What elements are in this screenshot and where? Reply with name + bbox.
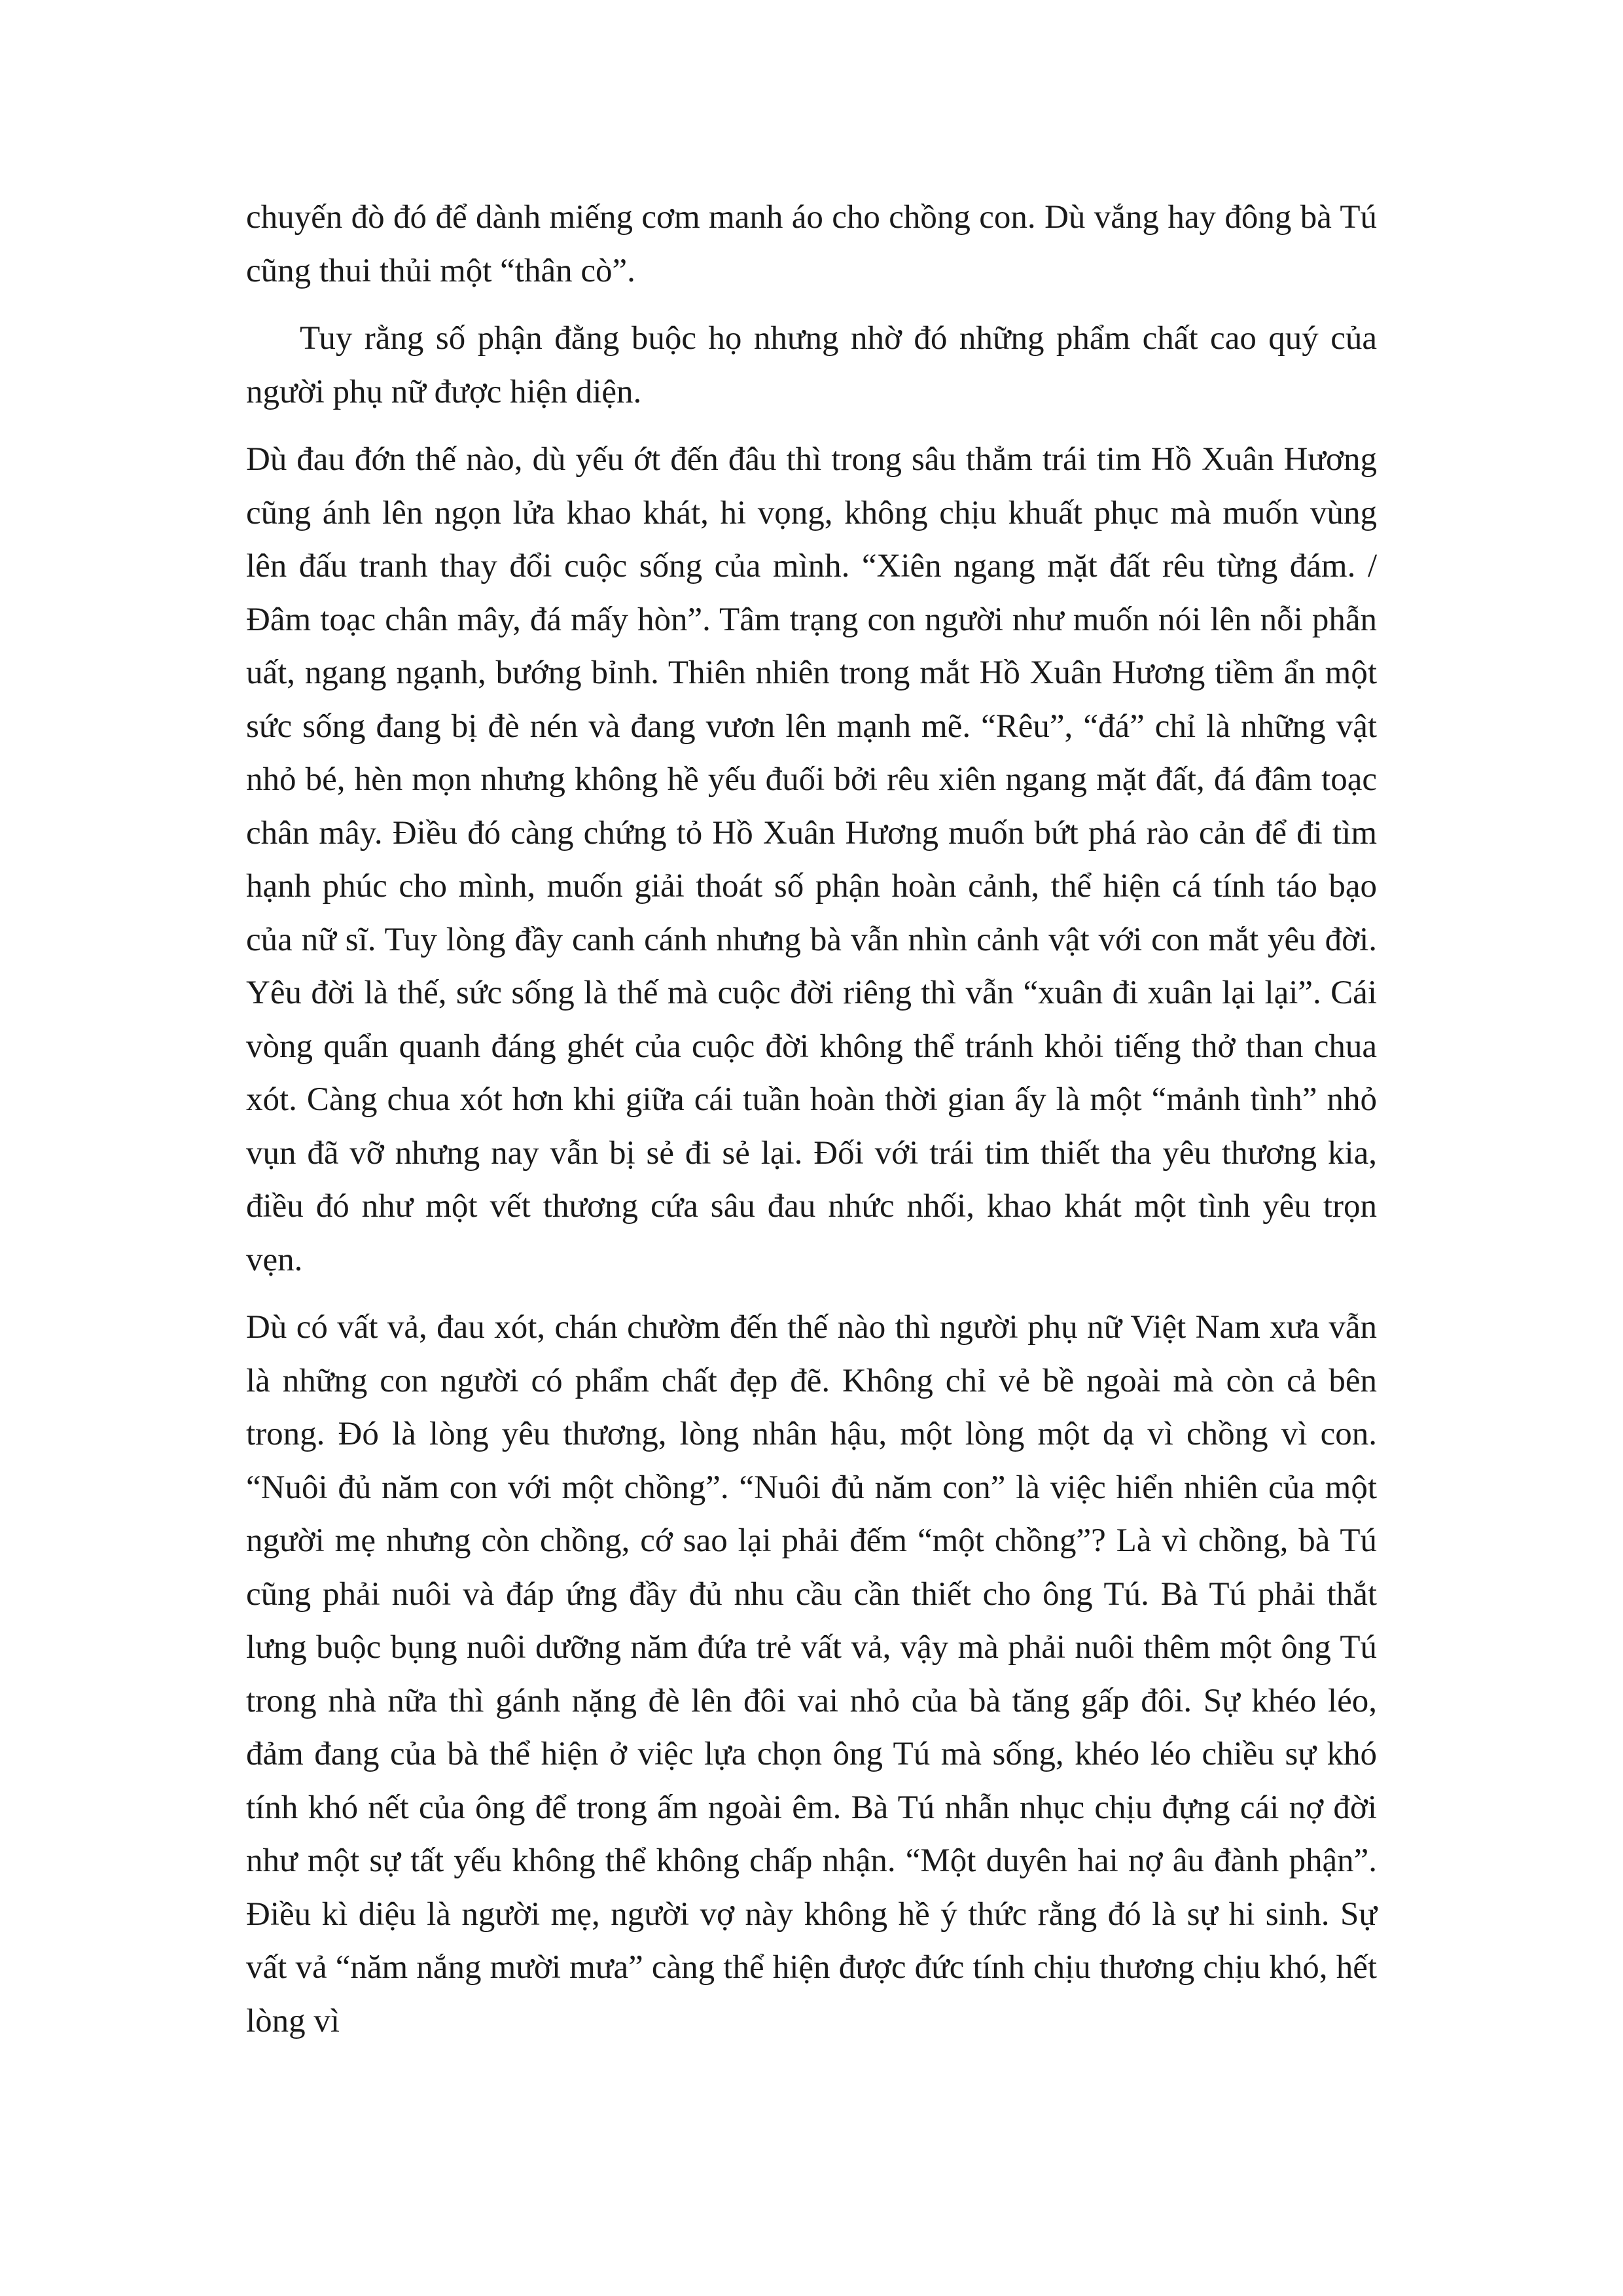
body-text [246,191,1377,2048]
paragraph-ba-tu: Dù có vất vả, đau xót, chán chườm đến thế nào thì người phụ nữ Việt Nam xưa vẫn là những con người có phẩm chất đẹp đẽ. Không chỉ vẻ bề ngoài mà còn cả bên trong. Đó là lòng yêu thương, lòng nhân hậu, một lòng một dạ vì chồng vì con. “Nuôi đủ năm con với một chồng”. “Nuôi đủ năm con” là việc hiển nhiên của một người mẹ nhưng còn chồng, cớ sao lại phải đếm “một chồng”? Là vì chồng, bà Tú cũng phải nuôi và đáp ứng đầy đủ nhu cầu cần thiết cho ông Tú. Bà Tú phải thắt lưng buộc bụng nuôi dưỡng năm đứa trẻ vất vả, vậy mà phải nuôi thêm một ông Tú trong nhà nữa thì gánh nặng đè lên đôi vai nhỏ của bà tăng gấp đôi. Sự khéo léo, đảm đang của bà thể hiện ở việc lựa chọn ông Tú mà sống, khéo léo chiều sự khó tính khó nết của ông để trong ấm ngoài êm. Bà Tú nhẫn nhục chịu đựng cái nợ đời như một sự tất yếu không thể không chấp nhận. “Một duyên hai nợ âu đành phận”. Điều kì diệu là người mẹ, người vợ này không hề ý thức rằng đó là sự hi sinh. Sự vất vả “năm nắng mười mưa” càng thể hiện được đức tính chịu thương chịu khó, hết lòng vì [246,1309,1377,2039]
paragraph-ho-xuan-huong: Dù đau đớn thế nào, dù yếu ớt đến đâu thì trong sâu thẳm trái tim Hồ Xuân Hương cũng ánh lên ngọn lửa khao khát, hi vọng, không chịu khuất phục mà muốn vùng lên đấu tranh thay đổi cuộc sống của mình. “Xiên ngang mặt đất rêu từng đám. /Đâm toạc chân mây, đá mấy hòn”. Tâm trạng con người như muốn nói lên nỗi phẫn uất, ngang ngạnh, bướng bỉnh. Thiên nhiên trong mắt Hồ Xuân Hương tiềm ẩn một sức sống đang bị đè nén và đang vươn lên mạnh mẽ. “Rêu”, “đá” chỉ là những vật nhỏ bé, hèn mọn nhưng không hề yếu đuối bởi rêu xiên ngang mặt đất, đá đâm toạc chân mây. Điều đó càng chứng tỏ Hồ Xuân Hương muốn bứt phá rào cản để đi tìm hạnh phúc cho mình, muốn giải thoát số phận hoàn cảnh, thể hiện cá tính táo bạo của nữ sĩ. Tuy lòng đầy canh cánh nhưng bà vẫn nhìn cảnh vật với con mắt yêu đời. Yêu đời là thế, sức sống là thế mà cuộc đời riêng thì vẫn “xuân đi xuân lại lại”. Cái vòng quẩn quanh đáng ghét của cuộc đời không thể tránh khỏi tiếng thở than chua xót. Càng chua xót hơn khi giữa cái tuần hoàn thời gian ấy là một “mảnh tình” nhỏ vụn đã vỡ nhưng nay vẫn bị sẻ đi sẻ lại. Đối với trái tim thiết tha yêu thương kia, điều đó như một vết thương cứa sâu đau nhức nhối, khao khát một tình yêu trọn vẹn. [246,441,1377,1278]
paragraph-intro: Tuy rằng số phận đằng buộc họ nhưng nhờ đó những phẩm chất cao quý của người phụ nữ được hiện diện. [246,320,1377,410]
paragraph-continuation: chuyến đò đó để dành miếng cơm manh áo cho chồng con. Dù vắng hay đông bà Tú cũng thui thủi một “thân cò”. [246,199,1377,289]
